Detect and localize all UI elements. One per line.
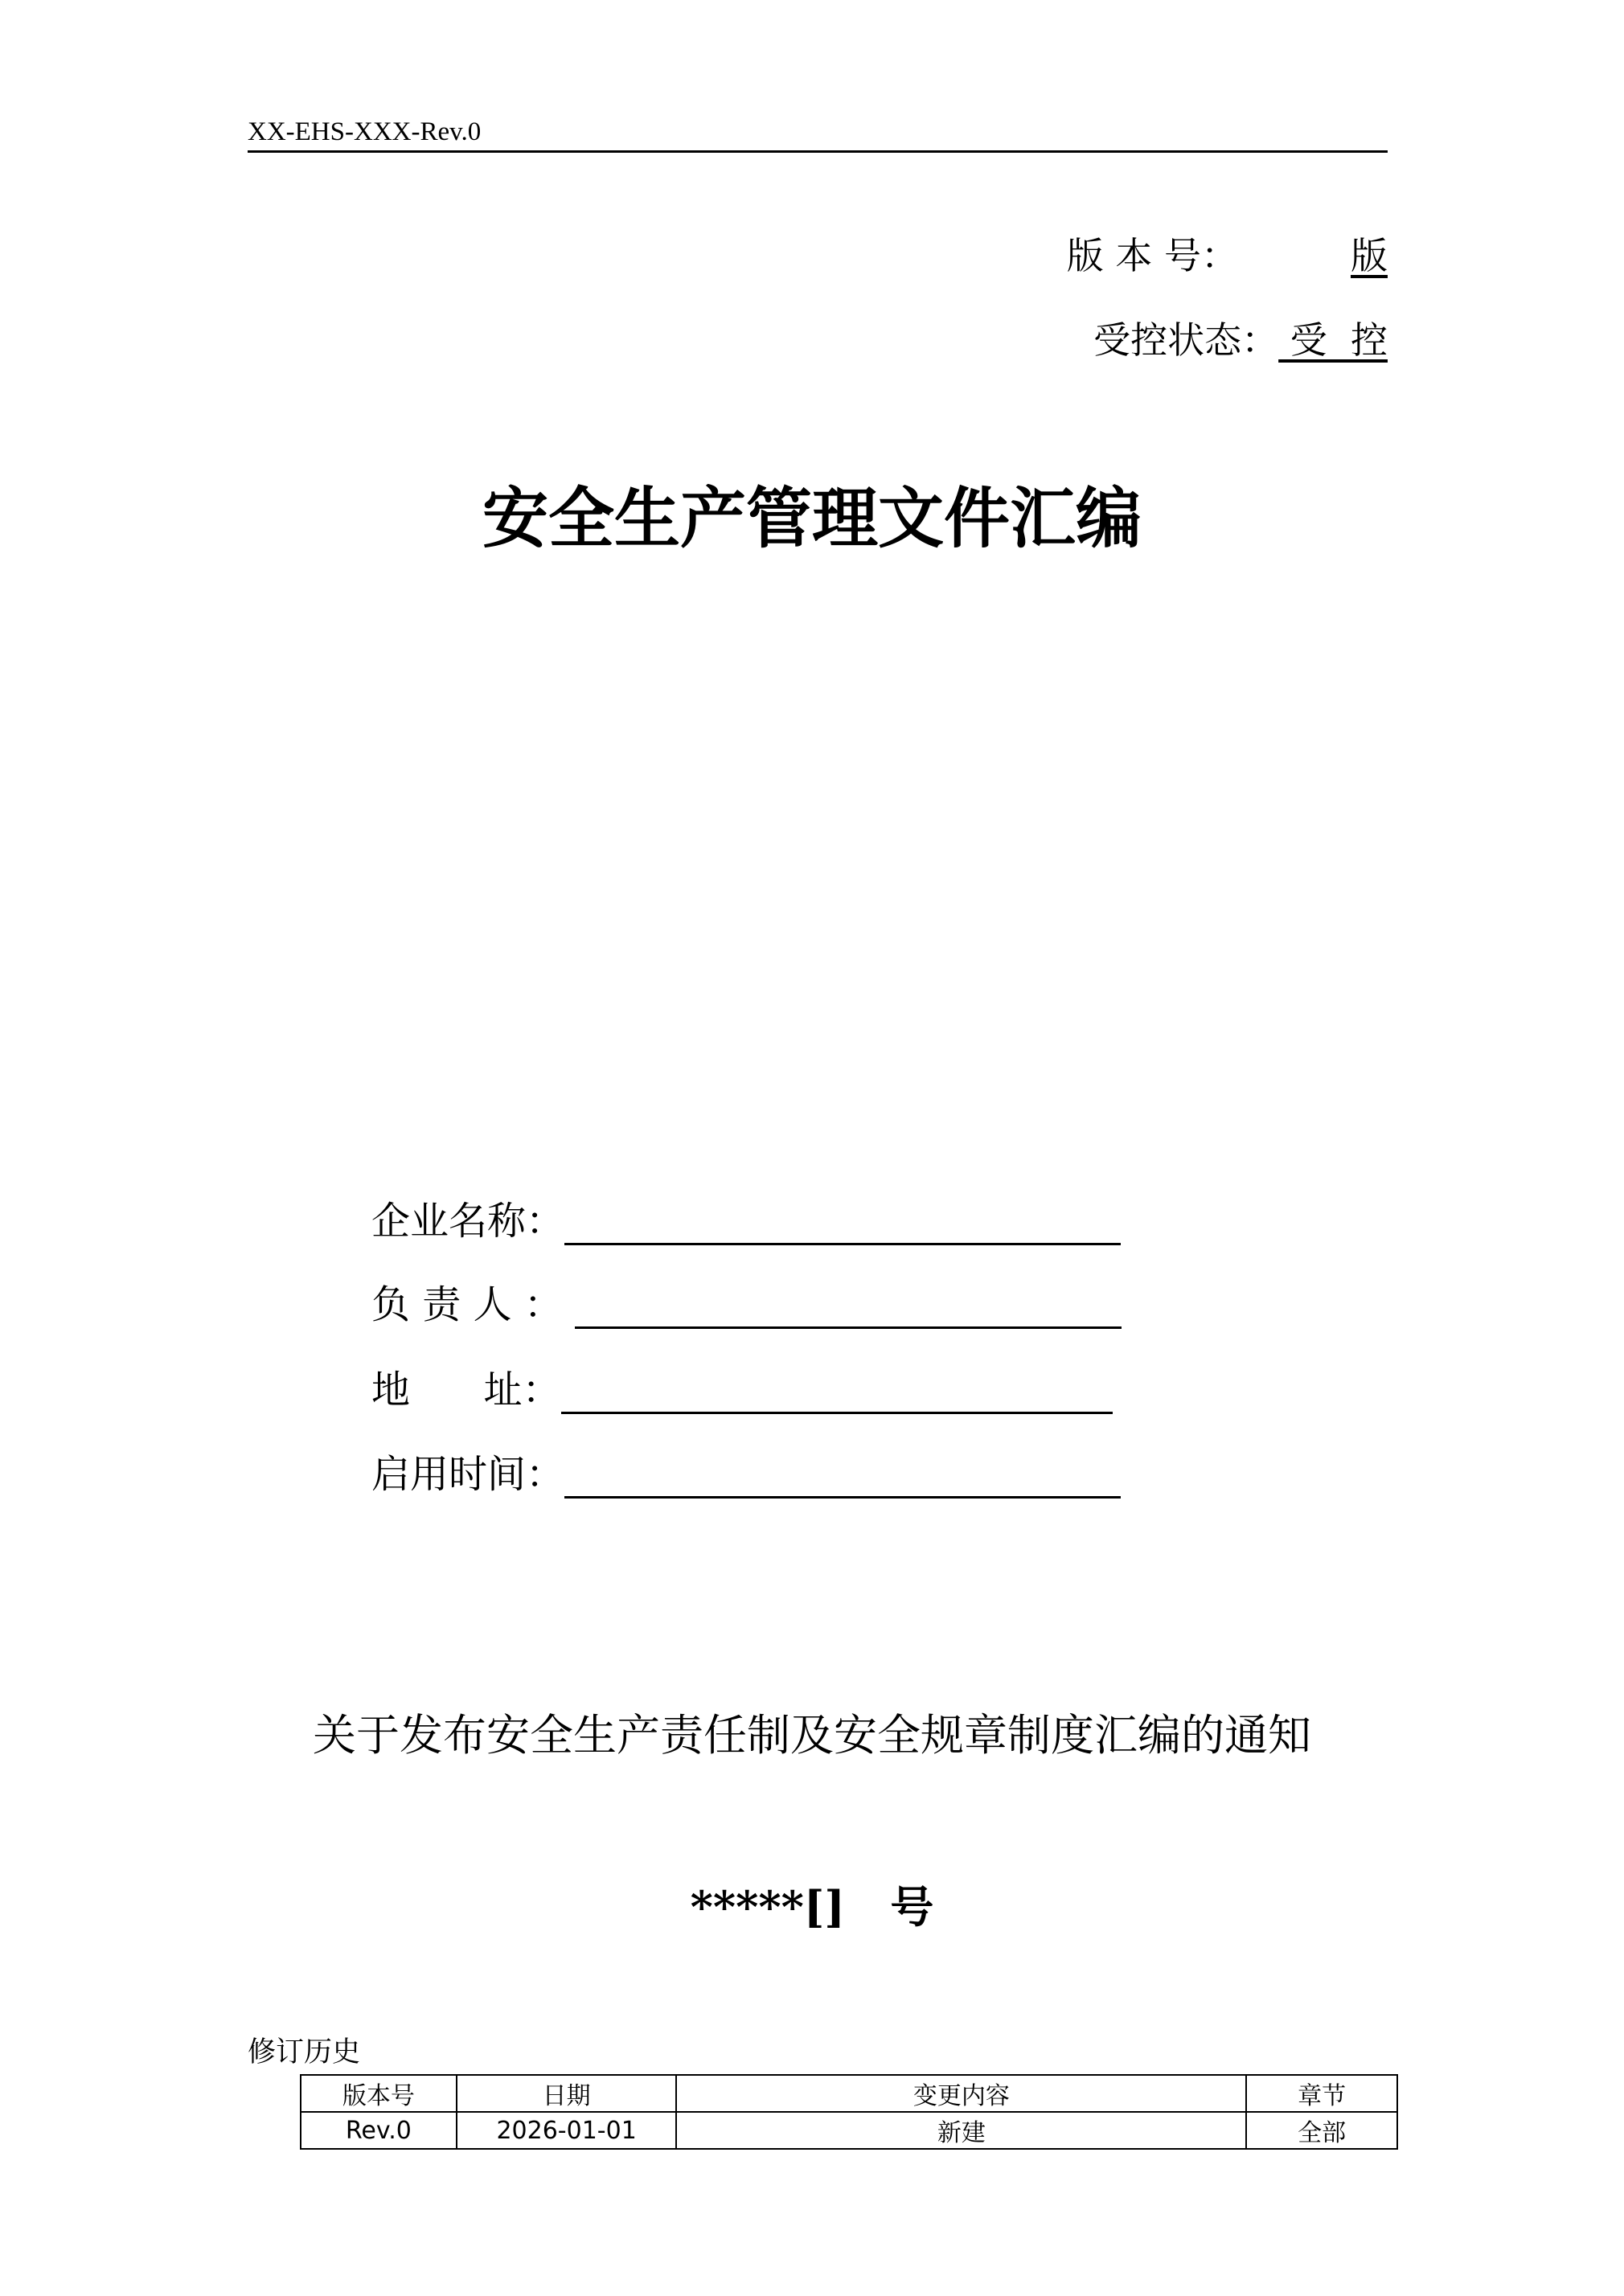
document-title: 安全生产管理文件汇编	[482, 480, 1142, 557]
field-label: 地 址：	[371, 1367, 561, 1412]
table-row	[301, 2112, 1397, 2149]
control-status-value: 受 控	[1278, 318, 1388, 362]
table-header-row	[301, 2075, 1397, 2112]
field-value	[564, 1203, 1121, 1245]
version-value: 版	[1351, 234, 1388, 277]
column-header: 变更内容	[676, 2075, 1246, 2112]
revision-history-heading: 修订历史	[248, 2036, 361, 2068]
field-label: 启用时间：	[371, 1452, 565, 1497]
field-label: 负 责 人 ：	[371, 1282, 576, 1327]
revision-history-table	[300, 2074, 1398, 2150]
notice-title: 关于发布安全生产责任制及安全规章制度汇编的通知	[313, 1710, 1311, 1761]
field-responsible-person	[371, 1273, 1122, 1329]
column-header: 章节	[1246, 2075, 1397, 2112]
header-divider	[248, 150, 1388, 153]
column-header: 版本号	[301, 2075, 457, 2112]
field-value	[561, 1371, 1113, 1414]
field-value	[575, 1286, 1122, 1329]
document-number: *****[] 号	[690, 1881, 934, 1933]
control-status-label: 受控状态：	[1093, 318, 1279, 362]
control-status-line	[1093, 311, 1388, 364]
table-cell: Rev.0	[301, 2112, 457, 2149]
field-label: 企业名称：	[371, 1199, 565, 1244]
field-start-date	[371, 1443, 1121, 1499]
field-value	[564, 1456, 1121, 1499]
version-label: 版 本 号：	[1066, 234, 1238, 277]
field-company-name	[371, 1190, 1121, 1245]
document-code: XX-EHS-XXX-Rev.0	[248, 117, 482, 146]
table-cell: 新建	[676, 2112, 1246, 2149]
table-cell: 全部	[1246, 2112, 1397, 2149]
field-address	[371, 1359, 1113, 1414]
table-cell: 2026-01-01	[457, 2112, 677, 2149]
column-header: 日期	[457, 2075, 677, 2112]
version-line	[1067, 227, 1388, 280]
